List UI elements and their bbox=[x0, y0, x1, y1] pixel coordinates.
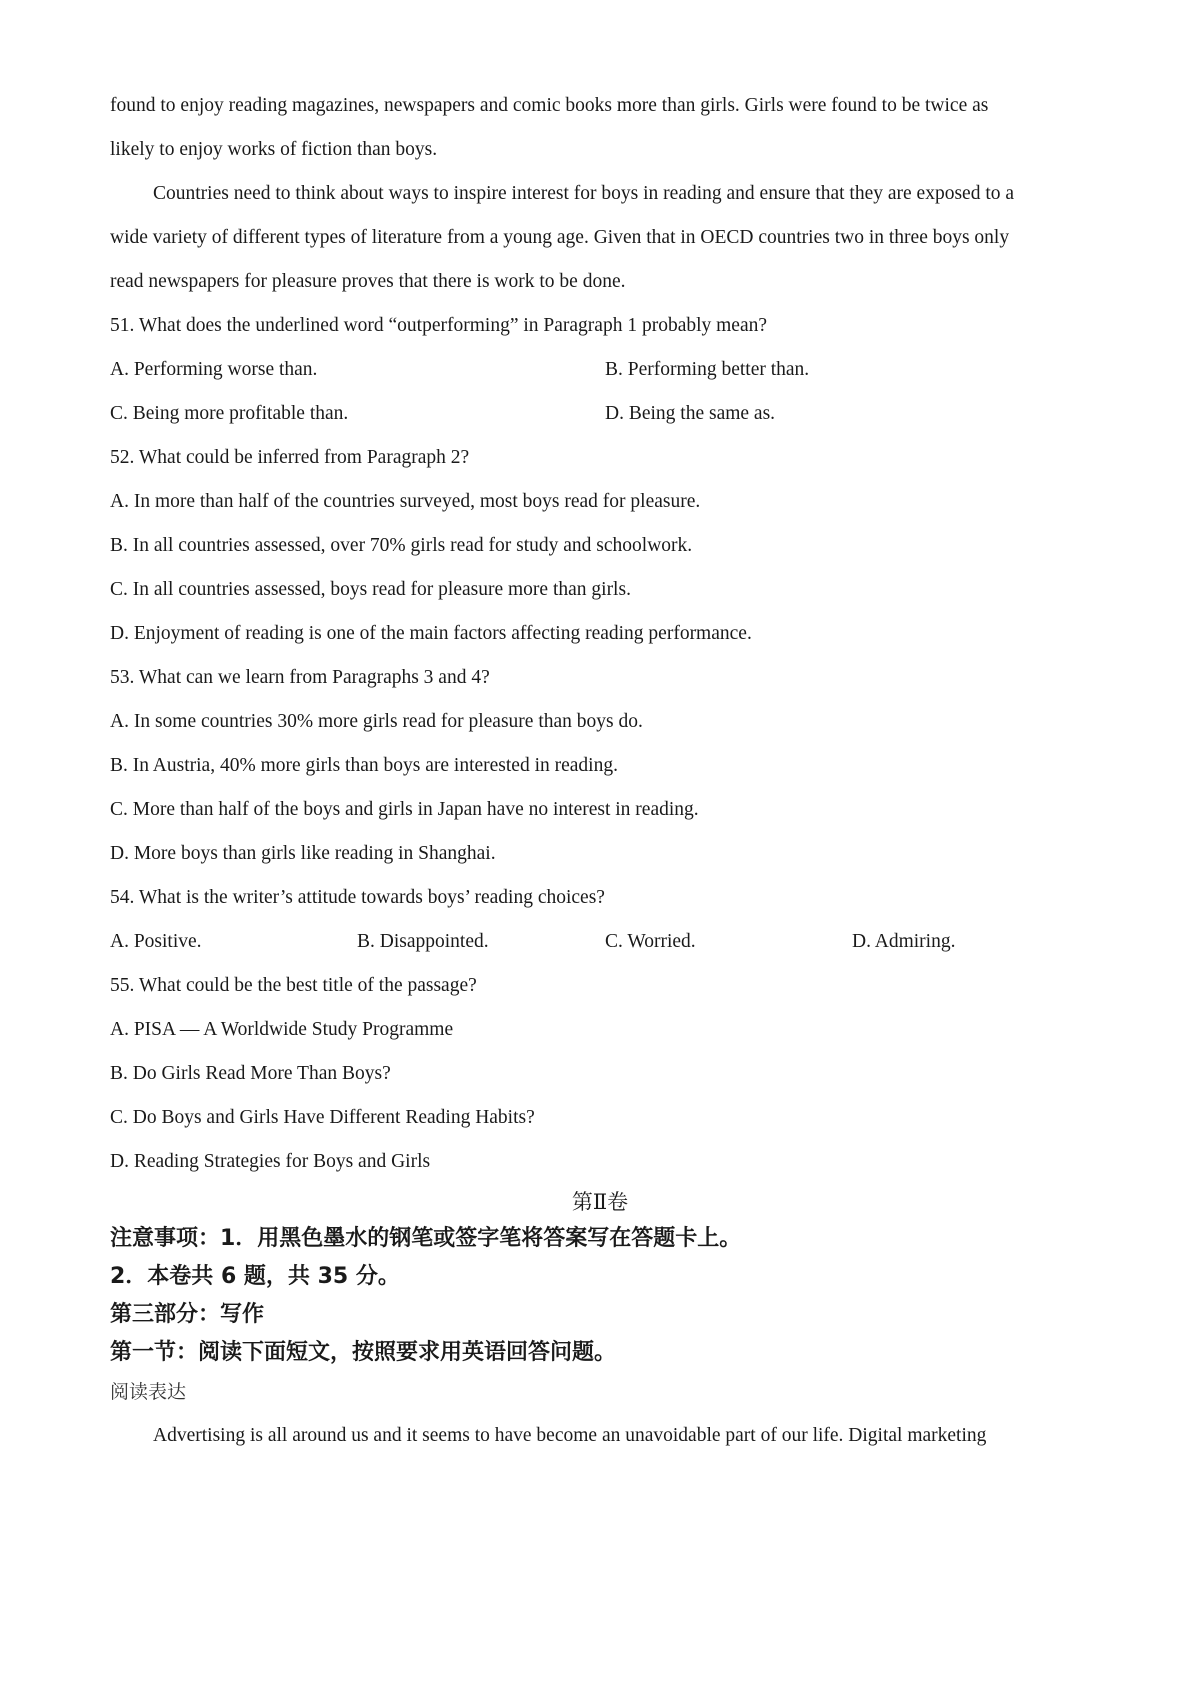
passage-line: likely to enjoy works of fiction than boys. bbox=[110, 139, 438, 160]
q53-option-b: B. In Austria, 40% more girls than boys are interested in reading. bbox=[110, 755, 618, 776]
q54-option-b: B. Disappointed. bbox=[357, 931, 489, 952]
q52-option-c: C. In all countries assessed, boys read for pleasure more than girls. bbox=[110, 579, 631, 600]
section-title: 第Ⅱ卷 bbox=[571, 1190, 629, 1214]
q52-option-b: B. In all countries assessed, over 70% girls read for study and schoolwork. bbox=[110, 535, 693, 556]
q55-option-b: B. Do Girls Read More Than Boys? bbox=[110, 1063, 391, 1084]
passage-line: found to enjoy reading magazines, newspapers and comic books more than girls. Girls were found to be twice as bbox=[110, 95, 989, 116]
passage-line: Countries need to think about ways to inspire interest for boys in reading and ensure that they are exposed to a bbox=[153, 183, 1015, 204]
part-heading: 第三部分：写作 bbox=[110, 1302, 265, 1327]
q55-option-d: D. Reading Strategies for Boys and Girls bbox=[110, 1151, 431, 1172]
reading-expression-label: 阅读表达 bbox=[110, 1381, 187, 1403]
q54-option-c: C. Worried. bbox=[605, 931, 696, 952]
q52-option-a: A. In more than half of the countries surveyed, most boys read for pleasure. bbox=[110, 491, 701, 512]
q51-option-b: B. Performing better than. bbox=[605, 359, 810, 380]
passage-line: Advertising is all around us and it seems to have become an unavoidable part of our life. Digital marketing bbox=[153, 1425, 987, 1446]
question-51-stem: 51. What does the underlined word “outperforming” in Paragraph 1 probably mean? bbox=[110, 315, 768, 336]
passage-line: wide variety of different types of literature from a young age. Given that in OECD countries two in three boys only bbox=[110, 227, 1010, 248]
question-55-stem: 55. What could be the best title of the passage? bbox=[110, 975, 477, 996]
notes-line-2: 2．本卷共 6 题，共 35 分。 bbox=[110, 1264, 400, 1289]
q54-option-d: D. Admiring. bbox=[852, 931, 956, 952]
q51-option-a: A. Performing worse than. bbox=[110, 359, 318, 380]
question-54-stem: 54. What is the writer’s attitude towards boys’ reading choices? bbox=[110, 887, 605, 908]
q52-option-d: D. Enjoyment of reading is one of the main factors affecting reading performance. bbox=[110, 623, 752, 644]
q51-option-c: C. Being more profitable than. bbox=[110, 403, 349, 424]
q51-option-d: D. Being the same as. bbox=[605, 403, 776, 424]
notes-line-1: 注意事项：1．用黑色墨水的钢笔或签字笔将答案写在答题卡上。 bbox=[110, 1226, 742, 1251]
q53-option-d: D. More boys than girls like reading in Shanghai. bbox=[110, 843, 496, 864]
question-52-stem: 52. What could be inferred from Paragraph 2? bbox=[110, 447, 470, 468]
section-heading: 第一节：阅读下面短文，按照要求用英语回答问题。 bbox=[110, 1340, 617, 1365]
q55-option-a: A. PISA — A Worldwide Study Programme bbox=[110, 1019, 454, 1040]
passage-line: read newspapers for pleasure proves that there is work to be done. bbox=[110, 271, 626, 292]
q53-option-c: C. More than half of the boys and girls in Japan have no interest in reading. bbox=[110, 799, 699, 820]
q55-option-c: C. Do Boys and Girls Have Different Reading Habits? bbox=[110, 1107, 535, 1128]
q53-option-a: A. In some countries 30% more girls read for pleasure than boys do. bbox=[110, 711, 643, 732]
q54-option-a: A. Positive. bbox=[110, 931, 202, 952]
question-53-stem: 53. What can we learn from Paragraphs 3 and 4? bbox=[110, 667, 490, 688]
